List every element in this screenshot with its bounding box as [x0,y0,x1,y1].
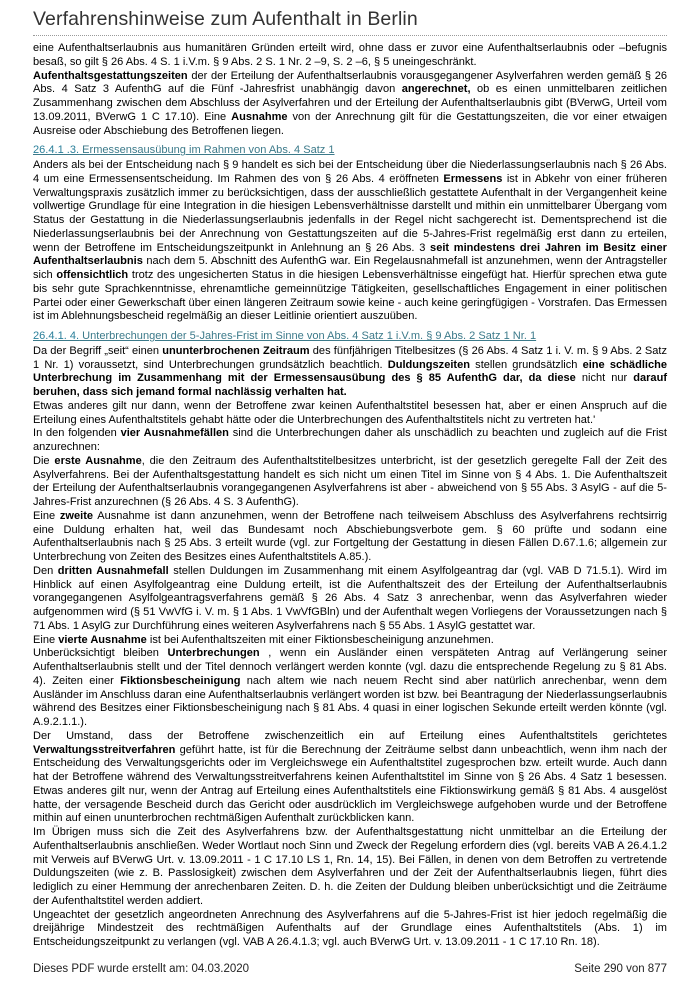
text-run: des fünfjährigen Titelbesitzes (§ 26 Abs. 4 Satz 1 i. V. m. § 9 Abs. 2 Satz 1 Nr. 1) voraussetzt, sind Unterbrechungen grundsätzlich beachtlich. [33,344,667,371]
paragraph [33,510,667,565]
bold-text-run: vier Ausnahmefällen [120,427,229,440]
text-run: In den folgenden [33,427,121,440]
text-run: von der Anrechnung gilt für die Gestattungszeiten, die vor einer etwaigen Ausreise oder Abschiebung des Betroffenen liegen. [33,110,667,137]
text-run: Etwas anderes gilt nur dann, wenn der Betroffene zwar keinen Aufenthaltstitel besessen hat, aber er einen Anspruch auf die Erteilung eines Aufenthaltstitels gehabt hätte oder die Unterbrechungen des Aufenthaltstitels nicht zu vertreten hat.' [33,399,667,426]
text-run: nach altem wie nach neuem Recht sind aber natürlich anrechenbar, wenn dem Ausländer im Anschluss daran eine Aufenthaltserlaubnis verlängert worden ist bzw. bei Beantragung der Niederlassungserlaubnis während des Besitzes einer Fiktionsbescheinigung nach § 81 Abs. 4 quasi in einer logischen Sekunde erteilt werden könnte (vgl. A.9.2.1.1.). [33,674,667,728]
text-run: Unberücksichtigt bleiben [33,647,168,660]
section-number: 26.4.1 .3. [33,144,80,157]
section-title: Unterbrechungen der 5-Jahres-Frist im Sinne von Abs. 4 Satz 1 i.V.m. § 9 Abs. 2 Satz 1 Nr. 1 [79,330,537,342]
text-run: Da der Begriff „seit“ einen [33,344,163,357]
bold-text-run: Ermessens [443,172,503,185]
paragraph [33,455,667,510]
text-run: Ausnahme ist dann anzunehmen, wenn der Betroffene nach teilweisem Abschluss des Asylverfahrens rechtsirrig eine Duldung erhalten hat, weil das Bundesamt noch Abschiebungsverbote gem. § 60 prüfte und sodann eine Aufenthaltserlaubnis nach § 25 Abs. 3 erteilt wurde (vgl. zur Fortgeltung der Gestattung in diesen Fällen D.67.1.6; allgemein zur Unterbrechung von Zeiten des Besitzes eines Aufenthaltstitels A.85.). [33,509,667,563]
bold-text-run: Ausnahme [231,110,288,123]
section-heading[interactable] [33,144,667,158]
text-run: Eine [33,509,60,522]
text-run: Anders als bei der Entscheidung nach § 9 handelt es sich bei der Entscheidung über die Niederlassungserlaubnis nach § 26 Abs. 4 um eine Ermessensentscheidung. Im Rahmen des von § 26 Abs. 4 eröffneten [33,159,667,185]
text-run: , die den Zeitraum des Aufenthaltstitelbesitzes unterbricht, ist der gesetzlich geregelte Fall der Zeit des Asylverfahrens. Bei der Aufenthaltsgestattung handelt es sich nicht um einen Titel im Sinne von § 4 Abs. 1. Die Aufenthaltszeit der Erteilung der Aufenthaltserlaubnis vorangegangenen Asylverfahrens ist aber - abweichend von § 55 Abs. 3 AsylG - auf die 5-Jahres-Frist anzurechnen (§ 26 Abs. 4 S. 3 AufenthG). [33,454,667,508]
section-title: Ermessensausübung im Rahmen von Abs. 4 Satz 1 [79,144,335,157]
text-run: ist bei Aufenthaltszeiten mit einer Fiktionsbescheinigung anzunehmen. [146,633,494,646]
bold-text-run: ununterbrochenen Zeitraum [162,344,310,357]
text-run: Den [33,564,58,577]
paragraph [33,427,667,455]
text-run: ist in Abkehr von einer früheren Verwaltungspraxis zusätzlich immer zu berücksichtigen, dass der ausschließlich gestattete Aufenthalt in der Vergangenheit keine vollwertige Grundlage für eine Integration in die hiesigen Lebensverhältnisse darstellt und mithin ein unmittelbarer Übergang vom Status der Gestattung in die Niederlassungserlaubnis jedenfalls in der Regel nicht sachgerecht ist. Dementsprechend ist die Niederlassungserlaubnis bei der Anrechnung von Gestattungszeiten auf die 5-Jahres-Frist regelmäßig erst dann zu erteilen, wenn der Betroffene im Entscheidungszeitpunkt in Anlehnung an § 26 Abs. 3 [33,172,667,254]
creation-date-text: Dieses PDF wurde erstellt am: 04.03.2020 [33,963,250,975]
bold-text-run: eine schädliche Unterbrechung im Zusammenhang mit der Ermessensausübung des § 85 AufenthG dar, da diese [33,358,667,385]
text-run: Der Umstand, dass der Betroffene zwischenzeitlich ein auf Erteilung eines Aufenthaltstitels gerichtetes [33,729,667,742]
paragraph [33,730,667,826]
bold-text-run: seit mindestens drei Jahren im Besitz einer Aufenthaltserlaubnis [33,241,667,268]
bold-text-run: darauf beruhen, dass sich jemand formal nachlässig verhalten hat. [33,372,667,398]
text-run: geführt hatte, ist für die Berechnung der Zeiträume selbst dann unbeachtlich, wenn ihm nach der Entscheidung des Verwaltungsgerichts oder im Vergleichswege ein Aufenthaltstitel zugesprochen bzw. erteilt wurde. Auch dann hat der Betroffene während des Verwaltungsstreitverfahrens keinen Aufenthaltstitel im Sinne von § 26 Abs. 4 Satz 1 besessen. Etwas anderes gilt nur, wenn der Antrag auf Erteilung eines Aufenthaltstitels eine Fiktionswirkung gemäß § 81 Abs. 4 ausgelöst hatte, der versagende Bescheid durch das Gericht oder ausdrücklich im Vergleichswege aufgehoben wurde und der Betroffene mithin auf einen ununterbrochen rechtmäßigen Aufenthalt zurückblicken kann. [33,743,667,825]
text-run: stellen grundsätzlich [469,358,583,371]
paragraph [33,909,667,950]
text-run: ob es einen unmittelbaren zeitlichen Zusammenhang zwischen dem Abschluss der Asylverfahren und der Erteilung der Aufenthaltserlaubnis gibt (BVerwG, Urteil vom 13.09.2011, BVerwG 1 C 17.10). Eine [33,83,667,123]
text-run: eine Aufenthaltserlaubnis aus humanitären Gründen erteilt wird, ohne dass er zuvor eine Aufenthaltserlaubnis oder –befugnis besaß, so gilt § 26 Abs. 4 S. 1 i.V.m. § 9 Abs. 2 S. 1 Nr. 2 –9, S. 2 –6, § 5 uneingeschränkt. [33,42,667,68]
text-run: trotz des ungesicherten Status in die hiesigen Lebensverhältnisse eingefügt hat. Hierfür sprechen etwa gute bis sehr gute Sprachkenntnisse, ehrenamtliche gemeinnützige Tätigkeiten, gesellschaftliches Engagement in einer politischen Partei oder einer Gewerkschaft über einen längeren Zeitraum sowie keine - auch keine geringfügigen - Vorstrafen. Das Ermessen ist im Ablehnungsbescheid regelmäßig an dieser Leitlinie orientiert auszuüben. [33,269,668,323]
bold-text-run: Aufenthaltsgestattungszeiten [33,69,188,82]
text-run: , wenn ein Ausländer einen verspäteten Antrag auf Verlängerung seiner Aufenthaltserlaubnis stellt und der Titel dennoch verlängert werden konnte (vgl. dazu die entsprechende Regelung zu § 81 Abs. 4). Zeiten einer [33,647,667,687]
page-header [33,8,667,36]
text-run: Ungeachtet der gesetzlich angeordneten Anrechnung des Asylverfahrens auf die 5-Jahres-Frist ist hier jedoch regelmäßig die dreijährige Mindestzeit des rechtmäßigen Aufenthalts auf der Grundlage eines Aufenthaltstitels (Abs. 1) im Entscheidungszeitpunkt zu verlangen (vgl. VAB A 26.4.1.3; vgl. auch BVerwG Urt. v. 13.09.2011 - 1 C 17.10 Rn. 18). [33,908,667,948]
bold-text-run: Fiktionsbescheinigung [120,674,241,687]
bold-text-run: Duldungszeiten [387,358,470,371]
paragraph [33,345,667,400]
text-run: Im Übrigen muss sich die Zeit des Asylverfahrens bzw. der Aufenthaltsgestattung nicht unmittelbar an die Erteilung der Aufenthaltserlaubnis anschließen. Weder Wortlaut noch Sinn und Zweck der Regelung erfordern dies (vgl. bereits VAB A 26.4.1.2 mit Verweis auf BVerwG Urt. v. 13.09.2011 - 1 C 17.10 LS 1, Rn. 14, 15). Bei Fällen, in denen von dem Betroffen zu vertretende Duldungszeiten (wie z. B. Passlosigkeit) zwischen dem Asylverfahren und der Zeit der Aufenthaltserlaubnis liegen, führt dies lediglich zu einer Hemmung der anrechenbaren Zeiten. D. h. die Zeiten der Duldung bleiben unberücksichtigt und die Zeiträume der Aufenthaltstitel werden addiert. [33,826,667,907]
section-heading[interactable] [33,330,667,344]
bold-text-run: erste Ausnahme [54,454,142,467]
paragraph [33,647,667,730]
section-number: 26.4.1. 4. [33,330,80,342]
bold-text-run: zweite [59,509,94,522]
page-footer [33,963,667,975]
bold-text-run: offensichtlich [56,269,129,281]
text-run: Eine [33,633,59,646]
page-number: Seite 290 von 877 [574,963,667,975]
paragraph [33,159,667,324]
paragraph [33,634,667,648]
paragraph [33,826,667,909]
paragraph [33,400,667,428]
text-run: der der Erteilung der Aufenthaltserlaubnis vorausgegangener Asylverfahren werden gemäß § 26 Abs. 4 Satz 3 AufenthG auf die Fünf -Jahresfrist unabhängig davon [33,69,667,96]
text-run: nicht nur [575,372,634,385]
bold-text-run: dritten Ausnahmefall [57,564,169,577]
text-run: nach dem 5. Abschnitt des AufenthG war. Ein Regelausnahmefall ist anzunehmen, wenn der Antragsteller sich [33,255,667,281]
bold-text-run: Verwaltungsstreitverfahren [33,743,176,756]
document-body [33,42,667,950]
text-run: Die [33,454,55,467]
text-run: stellen Duldungen im Zusammenhang mit einem Asylfolgeantrag dar (vgl. VAB D 71.5.1). Wird im Hinblick auf einen Asylfolgeantrag eine Duldung erteilt, ist die Aufenthaltszeit des der Erteilung der Aufenthaltserlaubnis vorangegangenen Asylfolgeantragsverfahrens gemäß § 26 Abs. 4 Satz 3 anrechenbar, wenn das Asylverfahren wieder aufgenommen wird (§ 51 VwVfG i. V. m. § 1 Abs. 1 VwVfGBln) und der Aufenthalt wegen Vorliegens der Voraussetzungen nach § 71 Abs. 1 AsylG zur Durchführung eines weiteren Asylverfahrens nach § 55 Abs. 1 AsylG gestattet war. [33,564,667,632]
paragraph [33,565,667,634]
bold-text-run: Unterbrechungen [167,647,260,660]
paragraph [33,42,667,70]
bold-text-run: angerechnet, [401,83,471,96]
text-run: sind die Unterbrechungen daher als unschädlich zu beachten und zugleich auf die Frist anzurechnen: [33,427,667,453]
page-title: Verfahrenshinweise zum Aufenthalt in Berlin [33,8,418,30]
bold-text-run: vierte Ausnahme [58,633,147,646]
paragraph [33,70,667,139]
